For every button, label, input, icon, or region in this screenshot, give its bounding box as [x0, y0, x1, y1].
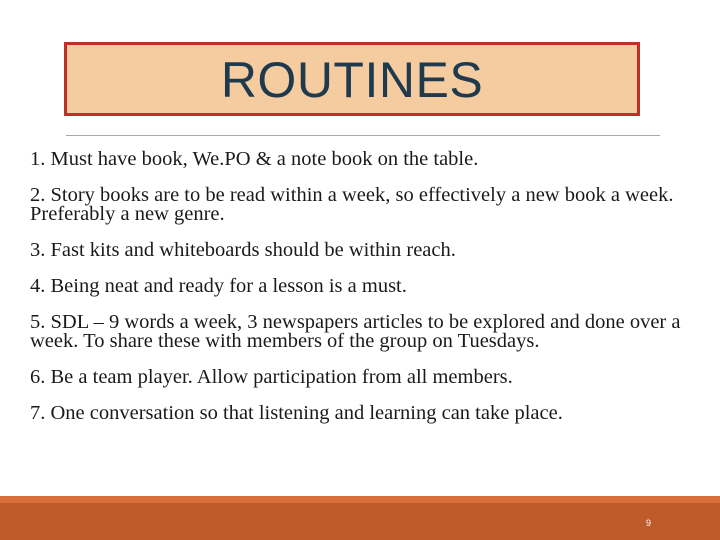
routine-list	[30, 150, 702, 440]
page-number: 9	[646, 518, 652, 528]
title-divider	[66, 135, 660, 136]
list-item: 1. Must have book, We.PO & a note book on the table.	[30, 148, 479, 170]
title-box	[64, 42, 640, 116]
footer-accent	[0, 496, 720, 503]
list-item: 7. One conversation so that listening and learning can take place.	[30, 402, 563, 424]
list-item: 2. Story books are to be read within a week, so effectively a new book a week. Preferably a new genre.	[30, 184, 674, 225]
slide-title: ROUTINES	[220, 52, 484, 108]
list-item: 4. Being neat and ready for a lesson is a must.	[30, 275, 407, 297]
list-item: 6. Be a team player. Allow participation from all members.	[30, 366, 513, 388]
list-item: 5. SDL – 9 words a week, 3 newspapers articles to be explored and done over a week. To share these with members of the group on Tuesdays.	[30, 311, 681, 352]
list-item: 3. Fast kits and whiteboards should be within reach.	[30, 239, 456, 261]
